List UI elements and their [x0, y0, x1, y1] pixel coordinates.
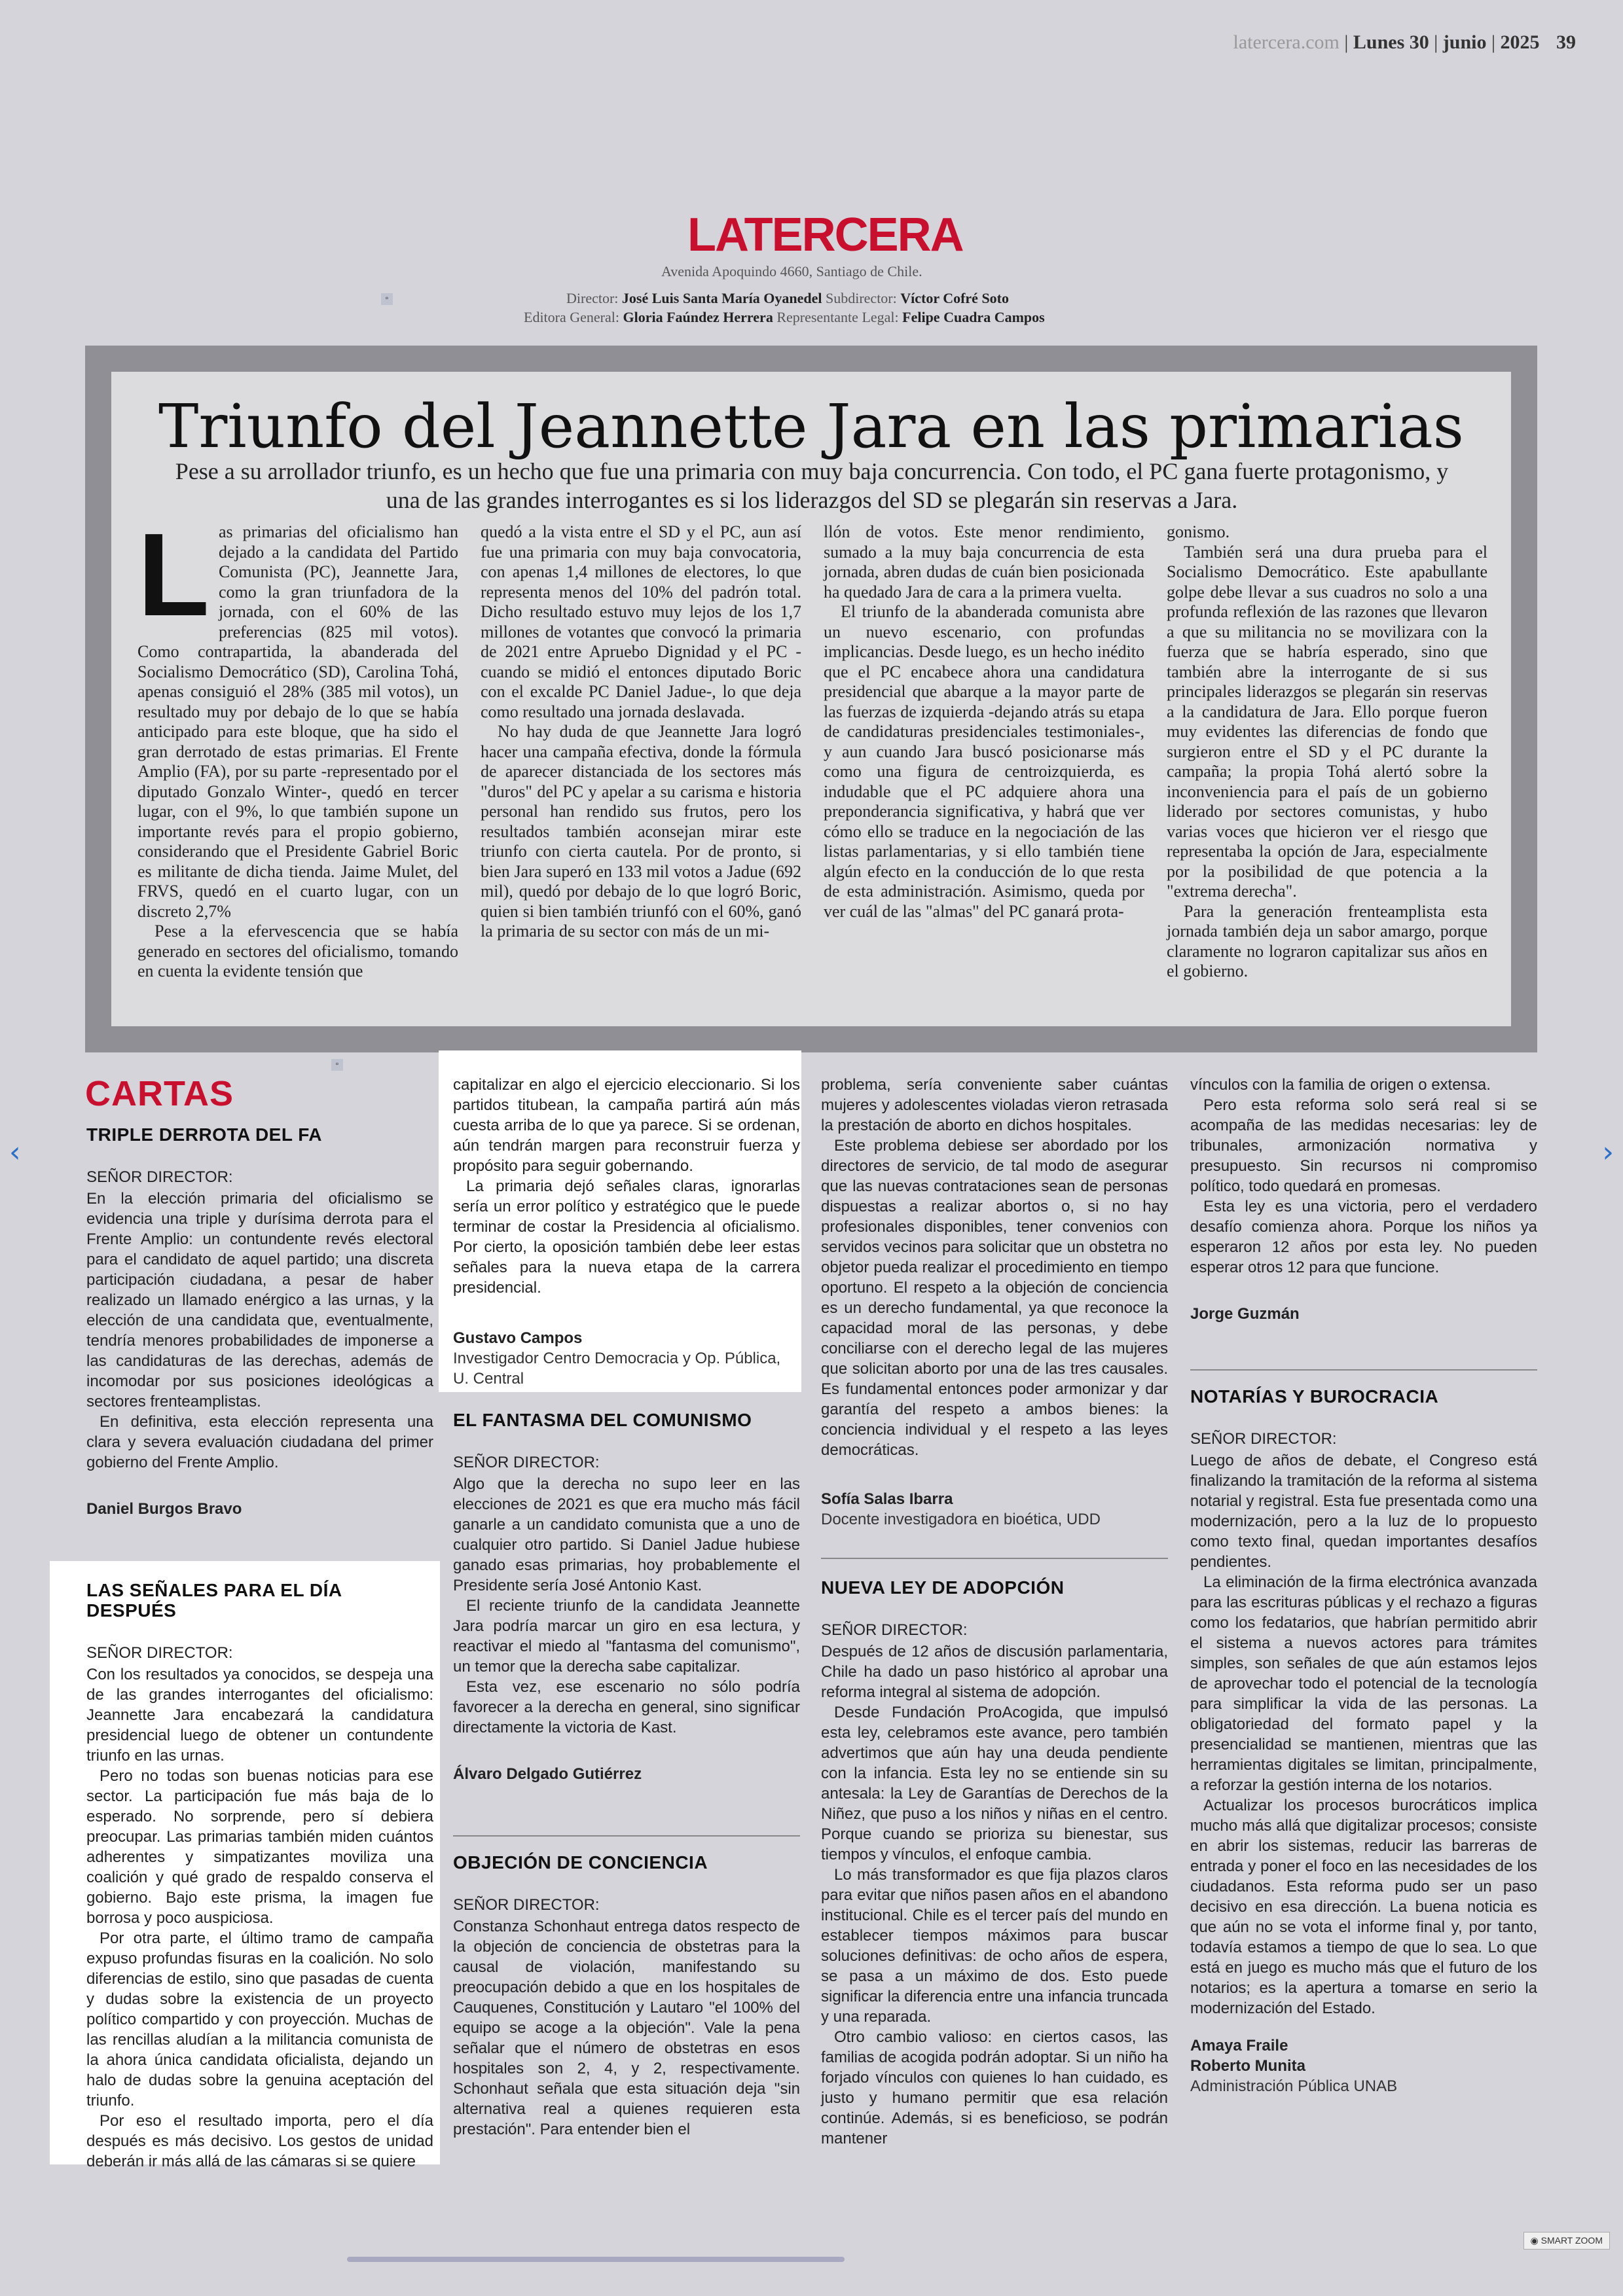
letter-headline: NOTARÍAS Y BUROCRACIA: [1190, 1386, 1439, 1407]
horizontal-scrollbar[interactable]: [347, 2257, 845, 2262]
letter-author-role: Administración Pública UNAB: [1190, 2077, 1398, 2095]
letter-salute: SEÑOR DIRECTOR:: [86, 1644, 233, 1662]
divider: [821, 1558, 1168, 1559]
editorial-title: Triunfo del Jeannette Jara en las primarias: [158, 391, 1465, 461]
zoom-marker-icon[interactable]: ▫: [331, 1059, 343, 1071]
letter-headline: EL FANTASMA DEL COMUNISMO: [453, 1410, 752, 1430]
letter-salute: SEÑOR DIRECTOR:: [1190, 1430, 1337, 1448]
letter-senales-dia-despues: LAS SEÑALES PARA EL DÍA DESPUÉS SEÑOR DIRECTOR: Con los resultados ya conocidos, se despeja una de las grandes interrogantes del oficialismo: Jeannette Jara encabezará la candidatura presidencial luego de obtener un contundente triunfo en las urnas. Pero no todas son buenas noticias para ese sector. La participación fue más baja de lo esperado. No sorprende, pero sí debiera preocupar. Las primarias también miden cuántos adherentes y simpatizantes moviliza una coalición y qué grado de respaldo conserva el gobierno. Bajo este prisma, la imagen fue borrosa y poco auspiciosa. Por otra parte, el último tramo de campaña expuso profundas fisuras en la coalición. No solo diferencias de estilo, sino que pasadas de cuenta y dudas sobre la existencia de un proyecto político compartido y con proyección. Muchas de las rencillas aludían a la militancia comunista de la ahora única candidata oficialista, dejando un halo de dudas sobre la genuina aceptación del triunfo. Por eso el resultado importa, pero el día después es más decisivo. Los gestos de unidad deberán ir más allá de las cámaras si se quiere: [86, 1580, 433, 2170]
site-url[interactable]: latercera.com: [1233, 31, 1340, 53]
date-year: 2025: [1500, 31, 1540, 53]
smart-zoom-button[interactable]: [1523, 2232, 1611, 2250]
editorial-column-4: gonismo. También será una dura prueba para el Socialismo Democrático. Este apabullante golpe debe llevar a sus cuadros no solo a una profunda reflexión de las razones que llevaron a que su militancia no se movilizara con la fuerza que se habría esperado, sino que también abre la interrogante de si sus principales liderazgos se plegarán sin reservas a la candidatura de Jara. Ello porque fueron muy evidentes las diferencias de fondo que surgieron entre el SD y el PC durante la campaña; la propia Tohá alertó sobre la inconveniencia para el país de un gobierno liderado por sectores comunistas, y hubo varias voces que hicieron ver el riesgo que representaba la opción de Jara, especialmente por la posibilidad de que potencia a la "extrema derecha". Para la generación frenteamplista esta jornada también deja un sabor amargo, porque claramente no lograron capitalizar sus años en el gobierno.: [1167, 522, 1487, 980]
letter-author-role: Investigador Centro Democracia y Op. Pública, U. Central: [453, 1350, 781, 1388]
editorial-column-3: llón de votos. Este menor rendimiento, sumado a la muy baja concurrencia de esta jornada, abren dudas de cuán bien posicionada ha quedado Jara de cara a la primera vuelta. El triunfo de la abanderada comunista abre un nuevo escenario, con profundas implicancias. Desde luego, es un hecho inédito que el PC encabece ahora una candidatura presidencial que abarque a la mayor parte de las fuerzas de izquierda -dejando atrás su etapa de candidaturas presidenciales testimoniales-, y aun cuando Jara buscó posicionarse más como una figura de centroizquierda, es indudable que el PC adquiere ahora una preponderancia significativa, y habrá que ver cómo ello se traduce en la negociación de las listas parlamentarias, y si ello también tiene algún efecto en la conducción de lo que resta de esta administración. Asimismo, queda por ver cuál de las "almas" del PC ganará prota-: [824, 522, 1144, 921]
masthead-address: Avenida Apoquindo 4660, Santiago de Chile.: [661, 263, 922, 279]
letter-adopcion-continuacion: vínculos con la familia de origen o extensa. Pero esta reforma solo será real si se acompaña de las medidas necesarias: ley de tribunales, armonización normativa y presupuesto. Sin recursos ni compromiso político, todo quedará en promesas. Esta ley es una victoria, pero el verdadero desafío comienza ahora. Porque los niños ya esperaron 12 años por esta ley. No pueden esperar otros 12 para que funcione. Jorge Guzmán: [1190, 1076, 1537, 1323]
smart-zoom-label: SMART ZOOM: [1541, 2235, 1603, 2246]
prev-page-arrow-icon[interactable]: ‹: [9, 1136, 21, 1169]
newspaper-logo: LATERCERA: [687, 209, 963, 261]
letter-headline: OBJECIÓN DE CONCIENCIA: [453, 1852, 708, 1873]
letter-salute: SEÑOR DIRECTOR:: [86, 1168, 233, 1186]
letter-signature: Roberto Munita: [1190, 2057, 1305, 2075]
editorial-column-1: L as primarias del oficialismo han dejado a la candidata del Partido Comunista (PC), Jeannette Jara, como la gran triunfadora de la jornada, con el 60% de las preferencias (825 mil votos). Como contrapartida, la abanderada del Socialismo Democrático (SD), Carolina Tohá, apenas consiguió el 28% (385 mil votos), un resultado muy por debajo de lo que se había anticipado para este bloque, que ha sido el gran derrotado de estas primarias. El Frente Amplio (FA), por su parte -representado por el diputado Gonzalo Winter-, quedó en tercer lugar, con el 9%, lo que también supone un importante revés para el propio gobierno, considerando que el Presidente Gabriel Boric es militante de dicha tienda. Jaime Mulet, del FRVS, quedó en el cuarto lugar, con un discreto 2,7% Pese a la efervescencia que se había generado en sectores del oficialismo, tomando en cuenta la evidente tensión que: [137, 509, 458, 980]
letter-fantasma-comunismo: EL FANTASMA DEL COMUNISMO SEÑOR DIRECTOR: Algo que la derecha no supo leer en las elecciones de 2021 es que era mucho más fácil ganarle a un candidato comunista que a uno de cualquier otro partido. Si Daniel Jadue hubiese ganado esas primarias, hoy probablemente el Presidente sería José Antonio Kast. El reciente triunfo de la candidata Jeannette Jara podría marcar un giro en esa lectura, y reactivar el miedo al "fantasma del comunismo", un temor que la derecha sabe capitalizar. Esta vez, ese escenario no sólo podría favorecer a la derecha en general, sino significar directamente la victoria de Kast. Álvaro Delgado Gutiérrez: [453, 1410, 800, 1783]
letter-signature: Jorge Guzmán: [1190, 1305, 1300, 1323]
letter-signature: Álvaro Delgado Gutiérrez: [453, 1765, 642, 1783]
cartas-section-title: CARTAS: [85, 1074, 234, 1113]
letter-salute: SEÑOR DIRECTOR:: [821, 1621, 968, 1639]
letter-headline: TRIPLE DERROTA DEL FA: [86, 1124, 322, 1145]
letter-signature: Amaya Fraile: [1190, 2037, 1288, 2054]
masthead-staff-line1: Director: José Luis Santa María Oyanedel Subdirector: Víctor Cofré Soto: [566, 290, 1010, 306]
divider: [453, 1835, 800, 1837]
zoom-marker-icon[interactable]: ▫: [381, 293, 393, 305]
divider: [1190, 1369, 1537, 1371]
letter-salute: SEÑOR DIRECTOR:: [453, 1896, 600, 1914]
page-header: latercera.com | Lunes 30 | junio | 2025 39: [1233, 31, 1576, 53]
letter-notarias-burocracia: NOTARÍAS Y BUROCRACIA SEÑOR DIRECTOR: Luego de años de debate, el Congreso está finalizando la tramitación de la reforma al sistema notarial y registral. Esta fue presentada como una modernización, pero a la luz de lo propuesto como texto final, quedan importantes desafíos pendientes. La eliminación de la firma electrónica avanzada para las escrituras públicas y el rechazo a figuras como los fedatarios, que habrían permitido abrir el sistema a nuevos actores para trámites simples, son señales de que aún estamos lejos de aprovechar todo el potencial de la tecnología para simplificar la vida de las personas. La obligatoriedad del formato papel y la presencialidad se mantienen, mientras que las herramientas digitales se limitan, principalmente, a reforzar la gestión interna de los notarios. Actualizar los procesos burocráticos implica mucho más allá que digitalizar procesos; consiste en abrir los sistemas, reducir las barreras de entrada y poner el foco en las necesidades de los ciudadanos. Esta reforma pudo ser un paso decisivo en esa dirección. La buena noticia es que aún no se vota el informe final y, por tanto, todavía estamos a tiempo de que lo sea. Lo que está en juego es mucho más que el futuro de los notarios; es la apertura a tomarse en serio la modernización del Estado. Amaya Fraile Roberto Munita Administración Pública UNAB: [1190, 1386, 1537, 2095]
letter-author-role: Docente investigadora en bioética, UDD: [821, 1511, 1101, 1528]
letter-salute: SEÑOR DIRECTOR:: [453, 1454, 600, 1471]
next-page-arrow-icon[interactable]: ›: [1602, 1136, 1614, 1169]
letter-headline: LAS SEÑALES PARA EL DÍA DESPUÉS: [86, 1580, 342, 1621]
letter-signature: Gustavo Campos: [453, 1329, 583, 1347]
editorial-box: [85, 346, 1537, 1052]
letter-signature: Sofía Salas Ibarra: [821, 1490, 953, 1508]
date-day: Lunes 30: [1353, 31, 1429, 53]
letter-objecion-continuacion: problema, sería conveniente saber cuántas mujeres y adolescentes violadas vieron retrasada la prestación de aborto en dichos hospitales. Este problema debiese ser abordado por los directores de servicio, de tal modo de asegurar que las nuevas contrataciones sean de personas dispuestas a realizar abortos o, si no hay profesionales disponibles, tener convenios con servidos vecinos para solicitar que un obstetra no objetor pueda realizar el procedimiento en tiempo oportuno. El respeto a la objeción de conciencia es un derecho fundamental, ya que reconoce la capacidad moral de las personas, y debe conciliarse con el derecho legal de las mujeres que solicitan aborto por una de las tres causales. Es fundamental entonces poder armonizar y dar garantía del respeto a ambos bienes: la conciencia individual y el respeto a las leyes democráticas. Sofía Salas Ibarra Docente investigadora en bioética, UDD: [821, 1076, 1168, 1528]
letter-objecion-conciencia: OBJECIÓN DE CONCIENCIA SEÑOR DIRECTOR: Constanza Schonhaut entrega datos respecto de la objeción de conciencia de obstetras para la causal de violación, manifestando su preocupación debido a que en los hospitales de Cauquenes, Constitución y Lautaro "el 100% del equipo se acoge a la objeción". Vale la pena señalar que el número de obstetras en esos hospitales son 2, 4, y 2, respectivamente. Schonhaut señala que esta situación deja "sin alternativa real a quienes requieren esta prestación". Para entender bien el: [453, 1852, 800, 2138]
letter-triple-derrota: TRIPLE DERROTA DEL FA SEÑOR DIRECTOR: En la elección primaria del oficialismo se evidencia una triple y durísima derrota para el Frente Amplio: un contundente revés electoral para el candidato de aquel partido; una discreta participación ciudadana, a pesar de haber realizado un llamado enérgico a las urnas, y la elección de una candidata que, eventualmente, tendría menores probabilidades de imponerse a las candidaturas de las derechas, además de incomodar por sus posiciones ideológicas a sectores frenteamplistas. En definitiva, esta elección representa una clara y severa evaluación ciudadana del primer gobierno del Frente Amplio. Daniel Burgos Bravo: [86, 1124, 433, 1518]
date-month: junio: [1442, 31, 1487, 53]
letter-senales-continuacion: capitalizar en algo el ejercicio eleccionario. Si los partidos titubean, la campaña partirá aún más cuesta arriba de lo que ya parece. Si se ordenan, aún tendrán margen para reconstruir fuerza y propósito para seguir gobernando. La primaria dejó señales claras, ignorarlas sería un error político y estratégico que le puede terminar de costar la Presidencia al oficialismo. Por cierto, la oposición también debe leer estas señales para la nueva etapa de la carrera presidencial. Gustavo Campos Investigador Centro Democracia y Op. Pública, U. Central: [453, 1076, 800, 1388]
letter-headline: NUEVA LEY DE ADOPCIÓN: [821, 1577, 1065, 1598]
editorial-subtitle: Pese a su arrollador triunfo, es un hecho que fue una primaria con muy baja concurrencia. Con todo, el PC gana fuerte protagonismo, y una de las grandes interrogantes es si los liderazgos del SD se plegarán sin reservas a Jara.: [175, 458, 1449, 513]
eye-icon: ◉: [1530, 2235, 1539, 2246]
letter-nueva-ley-adopcion: NUEVA LEY DE ADOPCIÓN SEÑOR DIRECTOR: Después de 12 años de discusión parlamentaria, Chile ha dado un paso histórico al aprobar una reforma integral al sistema de adopción. Desde Fundación ProAcogida, que impulsó esta ley, celebramos este avance, pero también advertimos que aún hay una deuda pendiente con la infancia. Esta ley no se entiende sin su antesala: la Ley de Garantías de Derechos de la Niñez, que puso a los niños y niñas en el centro. Porque cuando se prioriza su bienestar, sus tiempos y vínculos, el enfoque cambia. Lo más transformador es que fija plazos claros para evitar que niños pasen años en el abandono institucional. Chile es el tercer país del mundo en establecer tiempos máximos para buscar soluciones definitivas: de ocho años de espera, se pasa a un máximo de dos. Esto puede significar la diferencia entre una infancia truncada y una reparada. Otro cambio valioso: en ciertos casos, las familias de acogida podrán adoptar. Si un niño ha forjado vínculos con quienes lo han cuidado, es justo y humano permitir que esa relación continúe. Además, si es beneficioso, se podrán mantener: [821, 1577, 1168, 2147]
editorial-column-2: quedó a la vista entre el SD y el PC, aun así fue una primaria con muy baja convocatoria, con apenas 1,4 millones de electores, lo que representa menos del 10% del padrón total. Dicho resultado estuvo muy lejos de los 1,7 millones de votantes que convocó la primaria de 2021 entre Apruebo Dignidad y el PC -cuando se midió el entonces diputado Boric con el excalde PC Daniel Jadue-, lo que deja como resultado una jornada deslavada. No hay duda de que Jeannette Jara logró hacer una campaña efectiva, donde la fórmula de aparecer distanciada de los sectores más "duros" del PC y apelar a su carisma e historia personal han rendido sus frutos, pero los resultados también aconsejan mirar este triunfo con cierta cautela. Por de pronto, si bien Jara superó en 133 mil votos a Jadue (692 mil), quedó por debajo de lo que logró Boric, quien si bien también triunfó con el 60%, ganó la primaria de su sector con más de un mi-: [481, 522, 801, 941]
masthead-staff-line2: Editora General: Gloria Faúndez Herrera Representante Legal: Felipe Cuadra Campos: [524, 309, 1045, 325]
page-number: 39: [1556, 31, 1576, 53]
drop-cap: L: [137, 509, 210, 641]
letter-signature: Daniel Burgos Bravo: [86, 1500, 242, 1518]
